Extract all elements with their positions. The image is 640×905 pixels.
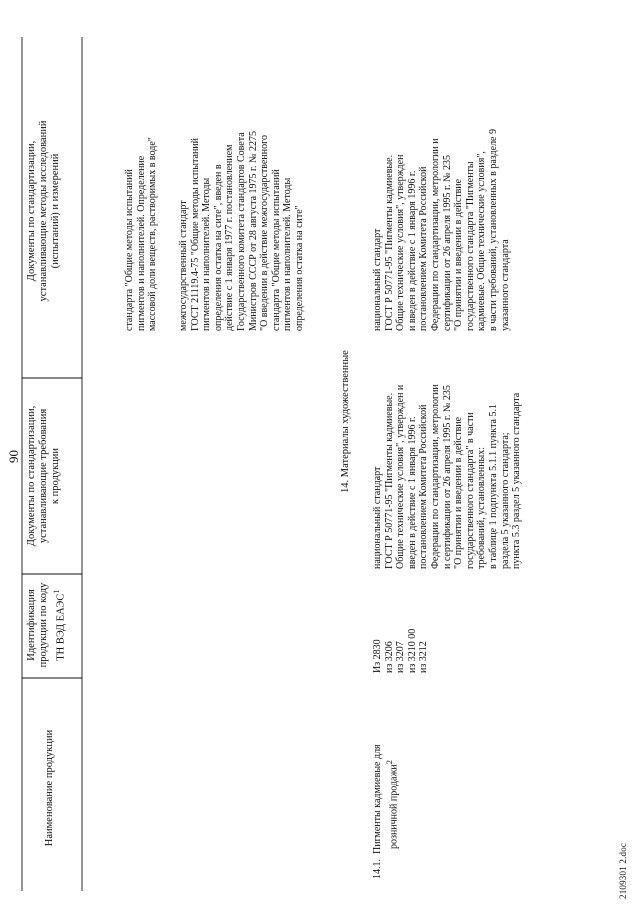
text-line: пигментов и наполнителей. Определение (135, 155, 147, 331)
text-line: массовой доли веществ, растворимых в воде" (147, 137, 159, 331)
header-product-name-text: Наименование продукции (44, 729, 55, 847)
text-line: определения остатка на сите", введен в (212, 164, 224, 331)
footnote-marker: 2 (384, 760, 394, 765)
section-title: 14. Материалы художественные (340, 350, 351, 493)
text-line: Федерации по стандартизации, метрологии (429, 384, 441, 569)
code-item: Из 2830 (372, 639, 383, 673)
text-line: национальный стандарт (372, 466, 383, 569)
text-line: пункта 5.3 раздел 5 указанного стандарта (511, 392, 523, 569)
text-line: в таблице 1 подпункта 5.1.1 пункта 5.1 (487, 404, 499, 569)
interstate-standard-text (178, 33, 306, 331)
code-item: из 3207 (395, 641, 407, 673)
text-line: пигментов и наполнителей. Методы (201, 177, 213, 331)
header-requirements-line: к продукции (50, 447, 61, 505)
text-line: Общие технические условия", утвержден и (395, 384, 407, 569)
text-line: и сертификации от 26 апреля 1995 г. № 235 (441, 385, 453, 569)
text-line: указанного стандарта (499, 239, 511, 331)
text-line: национальный стандарт (372, 228, 383, 331)
text-line: Общие технические условия", утвержден (395, 154, 407, 331)
header-methods-line: устанавливающие методы исследований (38, 120, 49, 302)
text-line: пигментов и наполнителей. Методы (282, 177, 294, 331)
header-product-requirements (26, 383, 62, 569)
file-name: 2109301 2.doc (618, 842, 628, 899)
code-item: из 3210 00 (406, 628, 418, 673)
text-line: "О принятии и введении в действие (453, 416, 465, 569)
header-product-name (44, 723, 56, 853)
header-requirements-line: Документы по стандартизации, (26, 405, 37, 547)
continuation-text (124, 33, 159, 331)
text-line: межгосударственный стандарт (178, 200, 189, 331)
text-line: государственного стандарта "Пигменты (464, 161, 476, 331)
text-line: кадмиевые. Общие технические условия", (476, 151, 488, 331)
product-name-cell (372, 689, 400, 879)
text-line: стандарта "Общие методы испытаний (270, 169, 282, 331)
header-requirements-line: устанавливающие требования (38, 408, 49, 544)
methods-cell (372, 33, 511, 331)
text-line: Министров СССР от 28 августа 1975 г. № 2275 (247, 130, 259, 331)
product-name-line (372, 689, 384, 879)
product-name-line (384, 689, 400, 879)
text-line: и введен в действие с 1 января 1996 г. (406, 170, 418, 331)
text-line: сертификации от 26 апреля 1995 г. № 235 (441, 154, 453, 331)
text-line: "О введении в действие межгосударственного (259, 135, 271, 331)
text-line: ГОСТ Р 50771-95 "Пигменты кадмиевые. (383, 392, 395, 569)
text-line: ГОСТ Р 50771-95 "Пигменты кадмиевые. (383, 154, 395, 331)
product-name-line-2: розничной продажи (387, 764, 399, 849)
code-item: из 3212 (418, 641, 430, 673)
text-line: ГОСТ 21119.4-75 "Общие методы испытаний (189, 138, 201, 331)
text-line: Государственного комитета стандартов Совета (235, 132, 247, 331)
footnote-marker: 1 (51, 589, 61, 594)
header-test-methods (26, 47, 62, 375)
header-identification (26, 577, 68, 673)
header-identification-line: продукции по коду (38, 582, 49, 668)
text-line: требований, установленных: (476, 446, 488, 569)
text-line: введен в действие с 1 января 1996 г. (406, 416, 418, 569)
text-line: действие с 1 января 1977 г. постановлением (224, 144, 236, 331)
product-name-line-1: Пигменты кадмиевые для (372, 744, 383, 854)
product-codes-cell (372, 577, 430, 673)
code-item: из 3206 (383, 641, 395, 673)
header-methods-line: (испытаний) и измерений (50, 153, 61, 269)
row-number: 14.1. (372, 859, 383, 879)
text-line: государственного стандарта" в части (464, 412, 476, 569)
page-number: 90 (6, 450, 21, 463)
text-line: постановлением Комитета Российской (418, 404, 430, 569)
requirements-cell (372, 333, 523, 569)
text-line: стандарта "Общие методы испытаний (124, 169, 135, 331)
header-methods-line: Документы по стандартизации, (26, 140, 37, 282)
text-line: Федерации по стандартизации, метрологии и (429, 138, 441, 331)
text-line: в части требований, установленных в разделе 9 (487, 129, 499, 331)
text-line: определения остатка на сите" (293, 205, 305, 331)
text-line: "О принятии и введении в действие (453, 178, 465, 331)
header-identification-line: Идентификация (26, 589, 37, 661)
header-identification-line (50, 577, 68, 673)
text-line: постановлением Комитета Российской (418, 166, 430, 331)
header-identification-code: ТН ВЭД ЕАЭС (55, 593, 67, 661)
text-line: раздела 5 указанного стандарта; (499, 432, 511, 569)
